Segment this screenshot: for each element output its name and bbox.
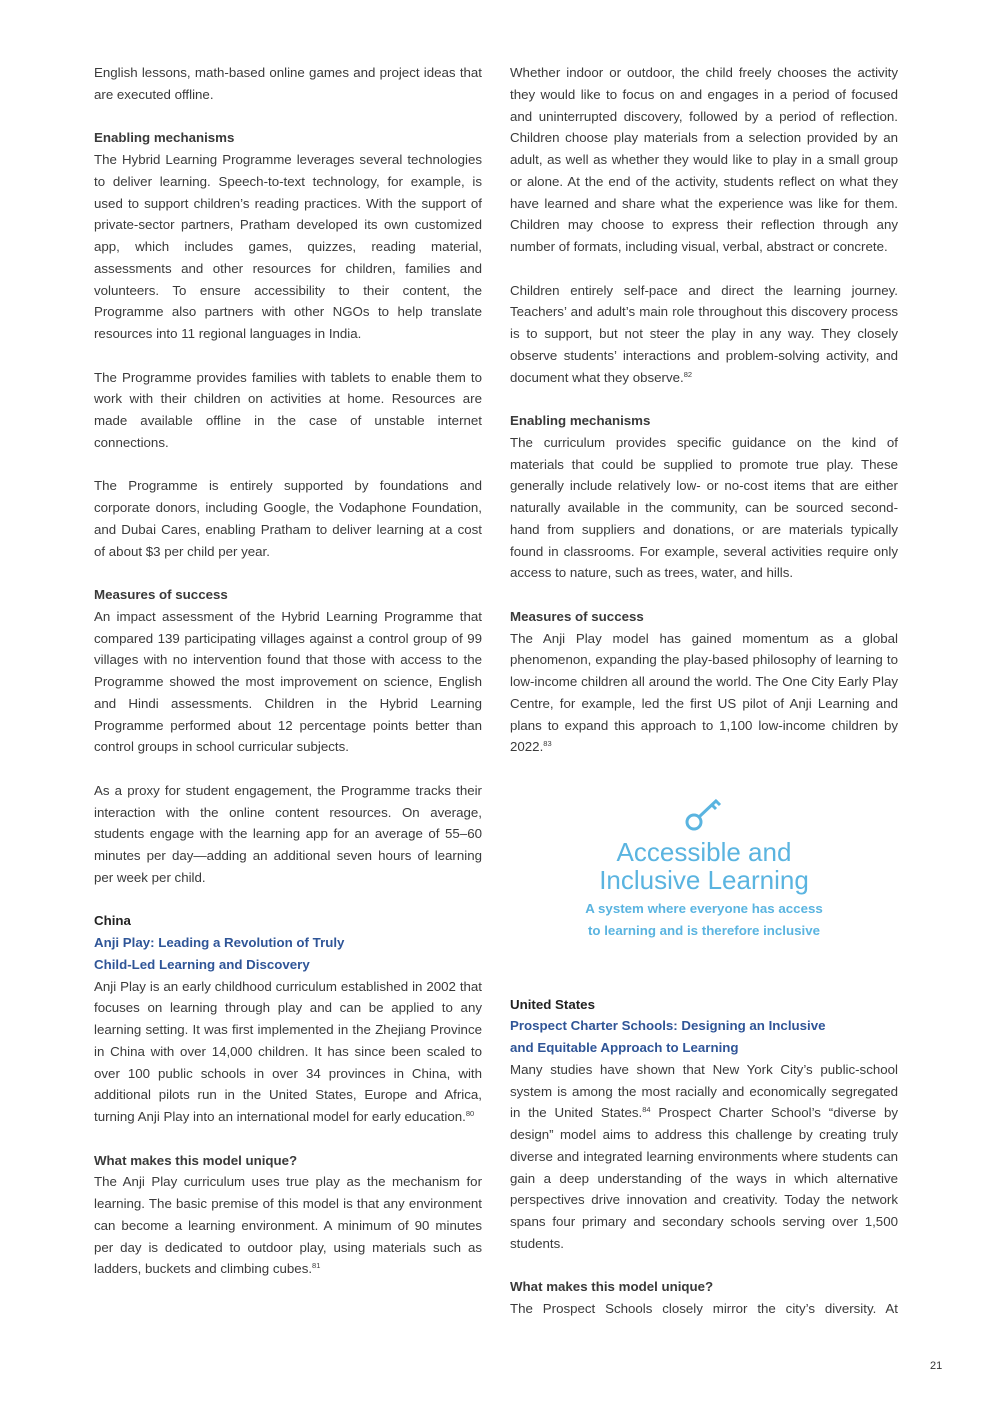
theme-callout xyxy=(510,796,898,942)
paragraph-text: The Anji Play curriculum uses true play as the mechanism for learning. The basic premise of this model is that any environment can become a learning environment. A minimum of 90 minutes per day is dedicated to outdoor play, using materials such as ladders, buckets and climbing cubes. xyxy=(94,1174,482,1277)
paragraph: The Hybrid Learning Programme leverages several technologies to deliver learning. Speech-to-text technology, for example, is used to support children’s reading practices. With the support of private-sector partners, Pratham developed its own customized app, which includes games, quizzes, reading material, assessments and other resources for children, families and volunteers. To ensure accessibility to their content, the Programme also partners with other NGOs to help translate resources into 11 regional languages in India. xyxy=(94,152,482,341)
case-title-line: Anji Play: Leading a Revolution of Truly xyxy=(94,935,345,950)
left-column xyxy=(94,62,482,1280)
paragraph: The curriculum provides specific guidance on the kind of materials that could be supplied to promote true play. These generally include relatively low- or no-cost items that are either naturally available in the community, can be sourced second-hand from suppliers and donations, or are materials typically found in classrooms. For example, several activities require only access to nature, such as trees, water, and hills. xyxy=(510,434,898,581)
callout-subtitle-line: to learning and is therefore inclusive xyxy=(587,922,820,938)
paragraph-text: Children entirely self-pace and direct the learning journey. Teachers’ and adult’s main role throughout this discovery process is to support, but not steer the play in any way. They closely observe students’ interactions and problem-solving activity, and document what they observe. xyxy=(510,282,898,385)
section-heading: Enabling mechanisms xyxy=(510,413,651,428)
callout-subtitle-line: A system where everyone has access xyxy=(585,901,823,916)
paragraph xyxy=(94,1171,482,1280)
paragraph: English lessons, math-based online games and project ideas that are executed offline. xyxy=(94,65,482,102)
case-title-line: Prospect Charter Schools: Designing an Inclusive xyxy=(510,1018,826,1034)
paragraph-text: Anji Play is an early childhood curriculum established in 2002 that focuses on learning through play and can be applied to any learning setting. It was first implemented in the Zhejiang Province in China with over 14,000 children. It has since been scaled to over 100 public schools in over 34 provinces in China, with additional pilots run in the United States, Europe and Africa, turning Anji Play into an international model for early education. xyxy=(94,978,482,1124)
paragraph xyxy=(510,280,898,389)
paragraph: The Prospect Schools closely mirror the city’s diversity. At xyxy=(510,1301,898,1316)
paragraph-text: The Anji Play model has gained momentum as a global phenomenon, expanding the play-based philosophy of learning to low-income children all around the world. The One City Early Play Centre, for example, led the first US pilot of Anji Learning and plans to expand this approach to 1,100 low-income children by 2022. xyxy=(510,630,898,755)
paragraph xyxy=(510,628,898,759)
section-heading: What makes this model unique? xyxy=(510,1279,714,1295)
page-number: 21 xyxy=(930,1360,943,1372)
paragraph: As a proxy for student engagement, the Programme tracks their interaction with the online content resources. On average, students engage with the learning app for an average of 55–60 minutes per day—adding an additional seven hours of learning per week per child. xyxy=(94,782,482,885)
footnote-ref: 81 xyxy=(312,1261,321,1271)
footnote-ref: 84 xyxy=(642,1105,651,1115)
case-title-line: and Equitable Approach to Learning xyxy=(510,1040,739,1055)
section-heading: Measures of success xyxy=(510,608,644,624)
paragraph: An impact assessment of the Hybrid Learning Programme that compared 139 participating villages against a control group of 99 villages with no intervention found that those with access to the Programme showed the most improvement on science, English and Hindi assessments. Children in the Hybrid Learning Programme performed about 12 percentage points better than control groups in school curricular subjects. xyxy=(94,608,482,755)
paragraph-text: Prospect Charter School’s “diverse by design” model aims to address this challenge by creating truly diverse and integrated learning environments where students can gain a deep understanding of the ways in which alternative perspectives drive innovation and creativity. Today the network spans four primary and secondary schools serving over 1,500 students. xyxy=(510,1105,898,1251)
footnote-ref: 83 xyxy=(543,739,552,749)
paragraph: The Programme provides families with tablets to enable them to work with their children on activities at home. Resources are made available offline in the case of unstable internet connections. xyxy=(94,369,482,450)
paragraph-text: Many studies have shown that New York City’s public-school system is among the most racially and economically segregated in the United States. xyxy=(510,1061,898,1121)
country-label: United States xyxy=(510,996,595,1012)
case-title-line: Child-Led Learning and Discovery xyxy=(94,956,310,972)
paragraph xyxy=(94,976,482,1128)
callout-title-line: Accessible and xyxy=(616,837,792,867)
paragraph: The Programme is entirely supported by foundations and corporate donors, including Google, the Vodaphone Foundation, and Dubai Cares, enabling Pratham to deliver learning at a cost of about $3 per child per year. xyxy=(94,478,482,559)
section-heading: What makes this model unique? xyxy=(94,1152,298,1168)
paragraph: Whether indoor or outdoor, the child freely chooses the activity they would like to focus on and engages in a period of focused and uninterrupted discovery, followed by a period of reflection. Children choose play materials from a selection provided by an adult, as well as whether they would like to play in a small group or alone. At the end of the activity, students reflect on what they have learned and share what the experience was like for them. Children may choose to express their reflection through any number of formats, including visual, verbal, abstract or concrete. xyxy=(510,65,898,254)
footnote-ref: 82 xyxy=(683,369,693,379)
callout-title-line: Inclusive Learning xyxy=(599,865,809,895)
footnote-ref: 80 xyxy=(465,1109,475,1118)
key-icon xyxy=(684,796,724,832)
right-column xyxy=(510,62,898,1320)
country-label: China xyxy=(94,913,131,929)
section-heading: Enabling mechanisms xyxy=(94,130,235,146)
section-heading: Measures of success xyxy=(94,587,228,602)
paragraph xyxy=(510,1059,898,1255)
